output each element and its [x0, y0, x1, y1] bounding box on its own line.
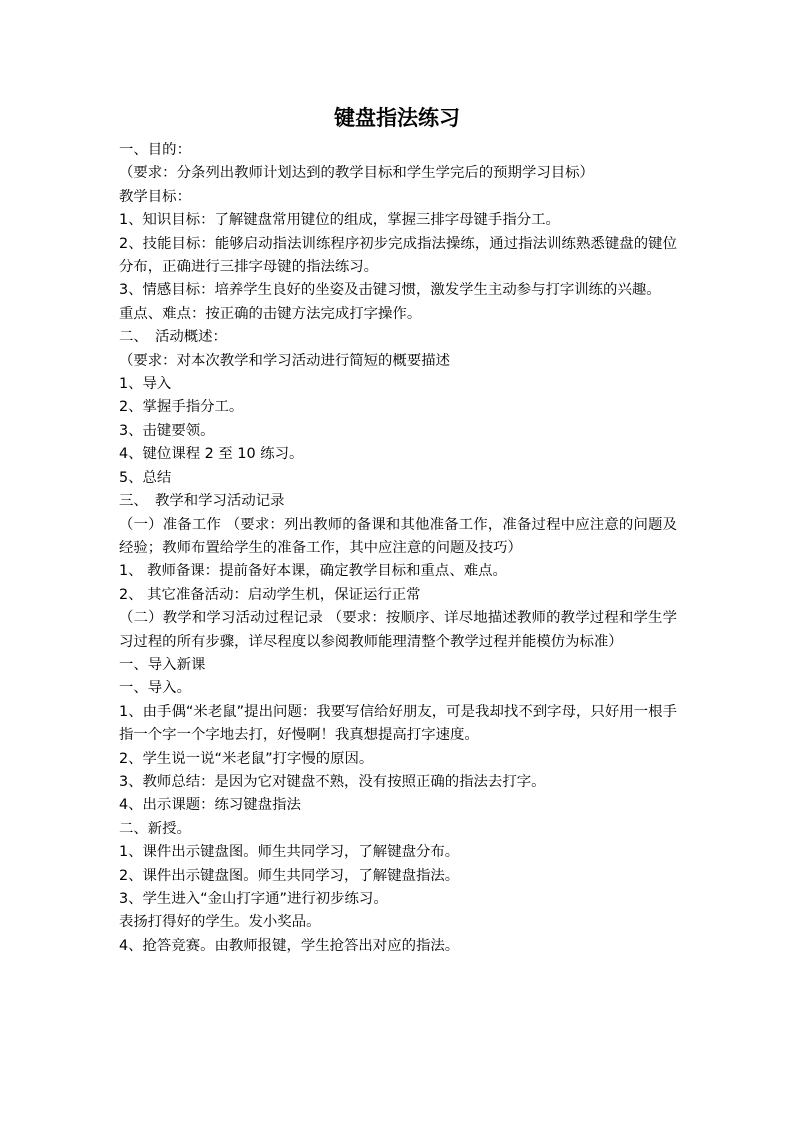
list-item: 2、学生说一说“米老鼠”打字慢的原因。 — [119, 750, 374, 767]
list-item: 3、情感目标：培养学生良好的坐姿及击键习惯，激发学生主动参与打字训练的兴趣。 — [119, 282, 661, 299]
list-item: 1、由手偶“米老鼠”提出问题：我要写信给好朋友，可是我却找不到字母，只好用一根手指一个字一个字地去打，好慢啊！我真想提高打字速度。 — [119, 703, 677, 744]
list-item: 1、 教师备课：提前备好本课，确定教学目标和重点、难点。 — [119, 563, 507, 580]
list-item: 1、知识目标：了解键盘常用键位的组成，掌握三排字母键手指分工。 — [119, 212, 560, 229]
requirement-note: （要求：分条列出教师计划达到的教学目标和学生学完后的预期学习目标） — [119, 165, 594, 182]
list-item: 1、课件出示键盘图。师生共同学习，了解键盘分布。 — [119, 844, 460, 861]
list-item: 2、课件出示键盘图。师生共同学习，了解键盘指法。 — [119, 867, 460, 884]
list-item: 4、抢答竞赛。由教师报键，学生抢答出对应的指法。 — [119, 937, 460, 954]
step-heading: 一、导入新课 — [119, 656, 206, 673]
list-item: 4、键位课程 2 至 10 练习。 — [119, 446, 304, 463]
list-item: 1、导入 — [119, 376, 172, 393]
section-heading-purpose: 一、目的： — [119, 142, 191, 158]
step-heading: 二、新授。 — [119, 820, 191, 837]
section-heading-activity-record: 三、 教学和学习活动记录 — [119, 493, 285, 510]
list-item: 表扬打得好的学生。发小奖品。 — [119, 914, 321, 931]
step-heading: 一、导入。 — [119, 680, 191, 697]
key-points: 重点、难点：按正确的击键方法完成打字操作。 — [119, 305, 422, 322]
list-item: 3、击键要领。 — [119, 422, 215, 439]
document-body — [119, 139, 677, 958]
list-item: 5、总结 — [119, 469, 172, 486]
requirement-note: （要求：对本次教学和学习活动进行简短的概要描述 — [119, 352, 450, 369]
list-item: 4、出示课题：练习键盘指法 — [119, 797, 301, 814]
section-heading-overview: 二、 活动概述： — [119, 329, 227, 346]
list-item: 3、学生进入“金山打字通”进行初步练习。 — [119, 891, 388, 907]
subsection-process-record: （二）教学和学习活动过程记录 （要求：按顺序、详尽地描述教师的教学过程和学生学习过程的所有步骤，详尽程度以参阅教师能理清整个教学过程并能模仿为标准） — [119, 610, 677, 650]
document-title: 键盘指法练习 — [334, 105, 460, 130]
list-item: 3、教师总结：是因为它对键盘不熟，没有按照正确的指法去打字。 — [119, 773, 546, 790]
list-item: 2、 其它准备活动：启动学生机，保证运行正常 — [119, 586, 421, 603]
subsection-preparation: （一）准备工作 （要求：列出教师的备课和其他准备工作，准备过程中应注意的问题及经验；教师布置给学生的准备工作，其中应注意的问题及技巧） — [119, 516, 677, 556]
list-item: 2、技能目标：能够启动指法训练程序初步完成指法操练，通过指法训练熟悉键盘的键位分布，正确进行三排字母键的指法练习。 — [119, 235, 677, 276]
list-item: 2、掌握手指分工。 — [119, 399, 244, 416]
subheading-teaching-goals: 教学目标： — [119, 188, 191, 205]
